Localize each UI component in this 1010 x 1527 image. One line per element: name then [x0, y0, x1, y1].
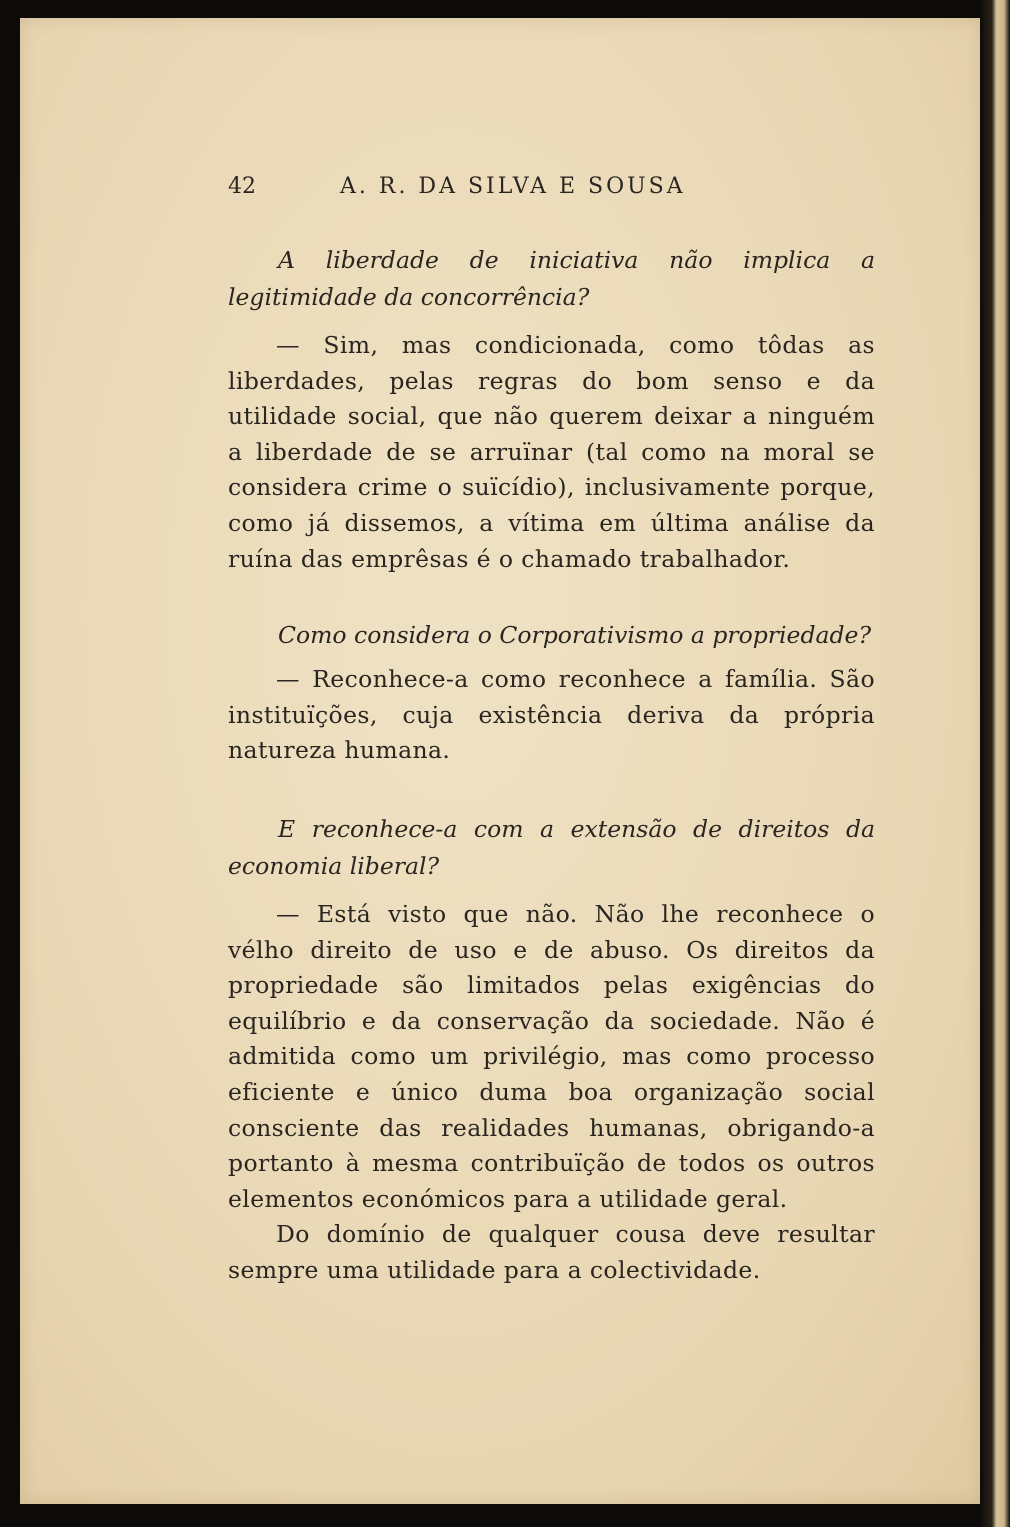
answer-1: — Sim, mas condicionada, como tôdas as liberdades, pelas regras do bom senso e da utilidade social, que não querem deixar a ninguém a liberdade de se arruïnar (tal como na moral se considera crime o suïcídio), inclusivamente porque, como já dissemos, a vítima em última análise da ruína das emprêsas é o chamado trabalhador.	[228, 331, 875, 573]
answer-3-paragraph-1: — Está visto que não. Não lhe reconhece o vélho direito de uso e de abuso. Os direitos da propriedade são limitados pelas exigências do equilíbrio e da conservação da sociedade. Não é admitida como um privilégio, mas como processo eficiente e único duma boa organização social consciente das realidades humanas, obrigando-a portanto à mesma contribuïção de todos os outros elementos económicos para a utilidade geral.	[228, 899, 875, 1213]
page-number: 42	[228, 174, 256, 199]
page-edge-shadow	[980, 0, 1010, 1527]
question-1: A liberdade de iniciativa não implica a legitimidade da concorrência?	[228, 246, 875, 311]
question-2: Como considera o Corporativismo a propriedade?	[278, 621, 872, 650]
book-page	[20, 18, 982, 1504]
running-title: A. R. DA SILVA E SOUSA	[340, 174, 686, 199]
running-head	[228, 174, 875, 206]
page-text-block	[211, 138, 875, 1288]
answer-2: — Reconhece-a como reconhece a família. São instituïções, cuja existência deriva da própria natureza humana.	[228, 665, 875, 765]
question-3: E reconhece-a com a extensão de direitos da economia liberal?	[228, 814, 875, 880]
answer-3-paragraph-2: Do domínio de qualquer cousa deve resultar sempre uma utilidade para a colectividade.	[228, 1220, 875, 1284]
